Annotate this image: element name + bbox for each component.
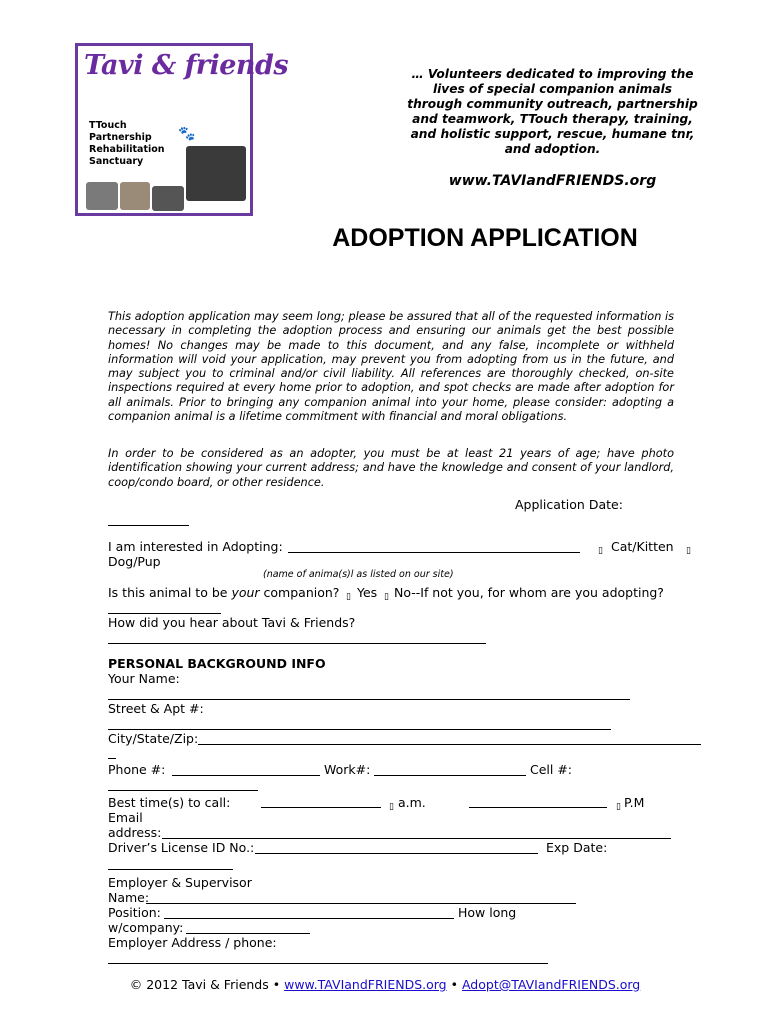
companion-question-a: Is this animal to be	[108, 585, 228, 600]
license-field[interactable]	[255, 853, 538, 854]
hear-about-field[interactable]	[108, 643, 486, 644]
animal-name-note: (name of anima(s)l as listed on our site)	[263, 569, 454, 580]
employer-name-label: Name:	[108, 890, 150, 905]
employer-address-label: Employer Address / phone:	[108, 935, 277, 950]
hear-about-label: How did you hear about Tavi & Friends?	[108, 615, 356, 630]
street-field[interactable]	[108, 729, 611, 730]
work-phone-field[interactable]	[374, 775, 526, 776]
dog-checkbox[interactable]	[686, 541, 695, 556]
logo-subtitle	[89, 120, 165, 168]
website-heading: www.TAVIandFRIENDS.org	[448, 173, 657, 189]
checkbox-icon: ▯	[389, 802, 394, 812]
logo-line: Sanctuary	[89, 156, 144, 167]
pm-label: P.M	[624, 795, 645, 810]
page-title: ADOPTION APPLICATION	[332, 224, 638, 252]
your-name-field[interactable]	[108, 699, 630, 700]
application-date-field[interactable]	[108, 525, 189, 526]
position-field[interactable]	[164, 918, 454, 919]
employer-label: Employer & Supervisor	[108, 875, 252, 890]
checkbox-icon: ▯	[616, 802, 621, 812]
companion-question-b: companion?	[263, 585, 340, 600]
logo-line: Rehabilitation	[89, 144, 165, 155]
city-field-continued	[108, 758, 116, 759]
best-time-am-field[interactable]	[261, 807, 381, 808]
license-label: Driver’s License ID No.:	[108, 840, 255, 855]
with-company-label: w/company:	[108, 920, 184, 935]
adopting-label: I am interested in Adopting:	[108, 539, 283, 554]
companion-question	[108, 585, 339, 600]
paw-icon: 🐾	[178, 126, 196, 142]
how-long-label: How long	[458, 905, 517, 920]
cell-label: Cell #:	[530, 762, 573, 777]
exp-date-field[interactable]	[108, 869, 233, 870]
work-label: Work#:	[324, 762, 371, 777]
logo-line: TTouch	[89, 120, 127, 131]
footer-bullet: •	[450, 977, 458, 992]
section-personal-heading: PERSONAL BACKGROUND INFO	[108, 656, 326, 671]
exp-date-label: Exp Date:	[546, 840, 608, 855]
yes-checkbox[interactable]	[346, 587, 355, 602]
am-checkbox[interactable]	[389, 797, 398, 812]
cat-photo	[186, 146, 246, 201]
footer-website-link[interactable]: www.TAVIandFRIENDS.org	[284, 977, 447, 992]
city-field[interactable]	[198, 744, 701, 745]
am-label: a.m.	[398, 795, 426, 810]
checkbox-icon: ▯	[384, 592, 389, 602]
companion-question-your: your	[231, 585, 260, 600]
checkbox-icon: ▯	[598, 546, 603, 556]
cell-phone-field[interactable]	[108, 790, 258, 791]
eligibility-paragraph: In order to be considered as an adopter, you must be at least 21 years of age; have photo identification showing your current address; and have the knowledge and consent of your landlord, coop/condo board, or other residence.	[108, 447, 674, 489]
footer-copyright: © 2012 Tavi & Friends	[129, 977, 269, 992]
email-label: Email	[108, 810, 143, 825]
street-label: Street & Apt #:	[108, 701, 204, 716]
intro-paragraph: This adoption application may seem long; please be assured that all of the requested information is necessary in completing the adoption process and ensuring our animals get the best possible homes! No changes may be made to this document, and any false, incomplete or withheld information will void your application, may prevent you from adopting from us in the future, and may subject you to criminal and/or civil liability. All references are thoroughly checked, on-site inspections required at every home prior to adoption, and spot checks are made after adoption for all animals. Prior to bringing any companion animal into your home, please consider: adopting a companion animal is a lifetime commitment with financial and moral obligations.	[108, 310, 674, 424]
cat-checkbox[interactable]	[598, 541, 607, 556]
cat-kitten-label: Cat/Kitten	[611, 539, 674, 554]
yes-label: Yes	[357, 585, 378, 600]
best-time-label: Best time(s) to call:	[108, 795, 231, 810]
your-name-label: Your Name:	[108, 671, 180, 686]
phone-field[interactable]	[172, 775, 320, 776]
mission-statement: … Volunteers dedicated to improving the lives of special companion animals through community outreach, partnership and teamwork, TTouch therapy, training, and holistic support, rescue, humane tnr, and adoption.	[407, 67, 698, 156]
employer-address-field[interactable]	[108, 963, 548, 964]
footer	[0, 977, 770, 992]
cat-photo	[86, 182, 118, 210]
cat-photo	[120, 182, 150, 210]
checkbox-icon: ▯	[346, 592, 351, 602]
employer-name-field[interactable]	[146, 903, 576, 904]
phone-label: Phone #:	[108, 762, 166, 777]
email-field[interactable]	[162, 838, 671, 839]
footer-bullet: •	[272, 977, 281, 992]
logo-line: Partnership	[89, 132, 152, 143]
city-label: City/State/Zip:	[108, 731, 199, 746]
animal-name-field[interactable]	[288, 552, 580, 553]
footer-email-link[interactable]: Adopt@TAVIandFRIENDS.org	[461, 977, 641, 992]
checkbox-icon: ▯	[686, 546, 691, 556]
cat-photo	[152, 186, 184, 211]
logo-title: Tavi & friends	[84, 50, 289, 81]
how-long-field[interactable]	[186, 933, 310, 934]
no-checkbox[interactable]	[384, 587, 393, 602]
position-label: Position:	[108, 905, 161, 920]
no-label: No--If not you, for whom are you adopting?	[394, 585, 664, 600]
dog-pup-label: Dog/Pup	[108, 554, 161, 569]
email-address-label: address:	[108, 825, 162, 840]
application-date-label: Application Date:	[515, 497, 623, 512]
logo	[75, 43, 289, 216]
best-time-pm-field[interactable]	[469, 807, 607, 808]
adopting-for-field[interactable]	[108, 613, 221, 614]
